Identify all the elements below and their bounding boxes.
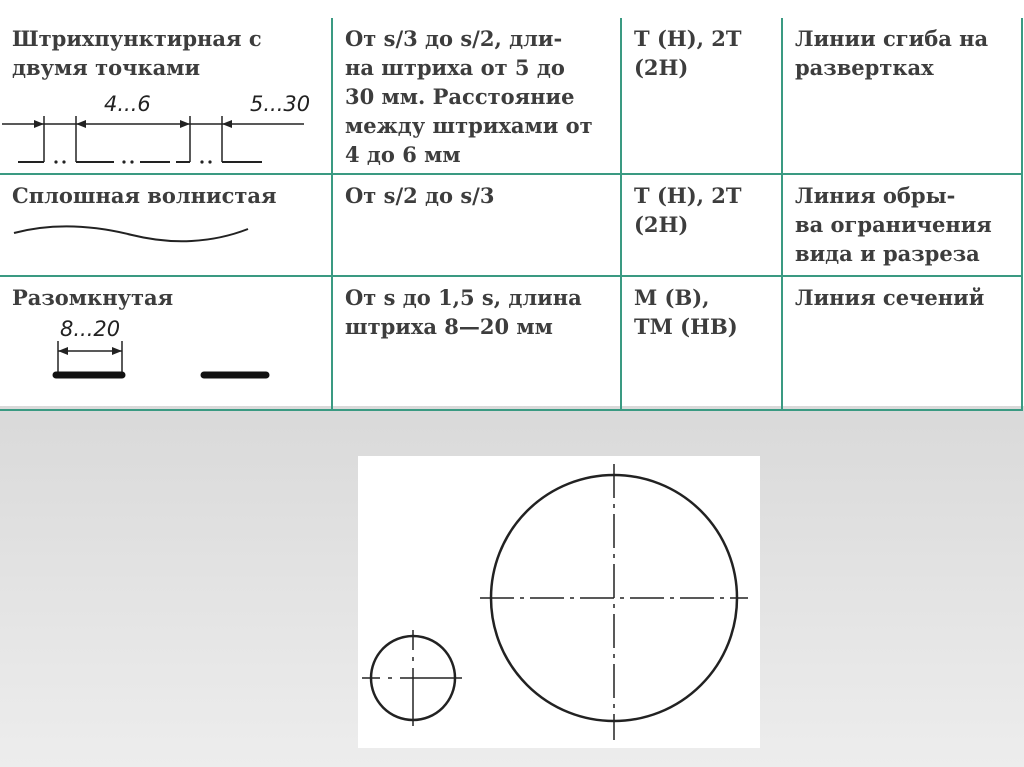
dim-label-8-20: 8...20 — [60, 317, 121, 341]
dash-double-dot-line-sample — [0, 112, 320, 172]
line-name: Штрихпунктирная с двумя точками — [12, 26, 262, 80]
thickness-cell — [332, 174, 621, 276]
pencil-cell — [621, 174, 782, 276]
small-circle-with-centerlines-icon — [362, 630, 462, 726]
line-name: Разомкнутая — [12, 285, 174, 310]
open-line-sample — [0, 333, 280, 383]
usage-cell — [782, 18, 1022, 174]
pencil-cell — [621, 276, 782, 410]
dim-label-5-30: 5...30 — [250, 92, 311, 116]
circles-with-centerlines-drawing — [358, 456, 760, 748]
table-row — [0, 174, 1022, 276]
pencil-text: Т (Н), 2Т (2Н) — [634, 183, 742, 237]
large-circle-with-centerlines-icon — [480, 464, 748, 740]
usage-text: Линия сечений — [795, 285, 985, 310]
thickness-text: От s/3 до s/2, дли- на штриха от 5 до 30 мм. Расстояние между штрихами от 4 до 6 мм — [345, 26, 593, 167]
pencil-text: Т (Н), 2Т (2Н) — [634, 26, 742, 80]
line-name: Сплошная волнистая — [12, 183, 277, 208]
dim-label-4-6: 4...6 — [104, 92, 151, 116]
thickness-cell — [332, 18, 621, 174]
thickness-text: От s/2 до s/3 — [345, 183, 495, 208]
usage-text: Линия обры- ва ограничения вида и разреза — [795, 183, 992, 266]
wavy-line-sample — [12, 219, 252, 249]
line-name-cell — [0, 18, 332, 174]
thickness-cell — [332, 276, 621, 410]
pencil-cell — [621, 18, 782, 174]
pencil-text: М (В), ТМ (НВ) — [634, 285, 738, 339]
circles-drawing-panel — [358, 456, 760, 748]
usage-cell — [782, 276, 1022, 410]
table-row — [0, 276, 1022, 410]
line-types-table — [0, 18, 1023, 411]
thickness-text: От s до 1,5 s, длина штриха 8—20 мм — [345, 285, 582, 339]
line-name-cell — [0, 276, 332, 410]
usage-text: Линии сгиба на развертках — [795, 26, 989, 80]
line-name-cell — [0, 174, 332, 276]
usage-cell — [782, 174, 1022, 276]
table-row — [0, 18, 1022, 174]
